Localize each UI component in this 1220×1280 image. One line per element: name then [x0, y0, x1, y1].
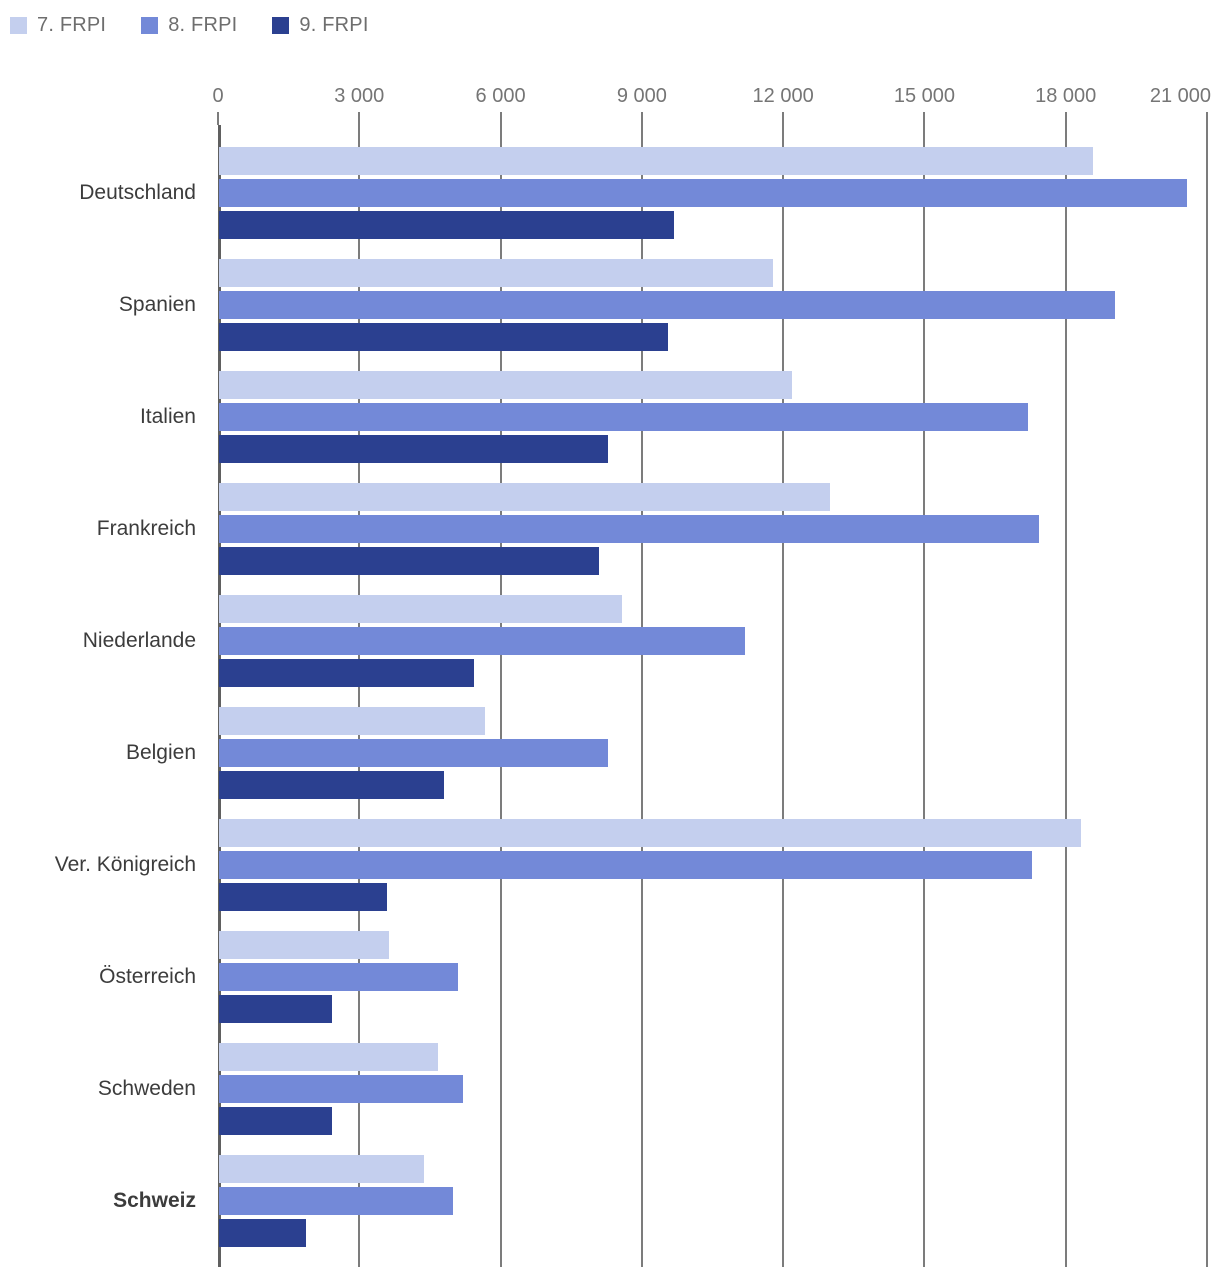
bar-osterreich-8-frpi[interactable] [219, 963, 458, 991]
bar-osterreich-9-frpi[interactable] [219, 995, 332, 1023]
x-tick-label-21000: 21 000 [1149, 85, 1211, 107]
legend-label-8-frpi: 8. FRPI [168, 14, 238, 36]
bar-italien-8-frpi[interactable] [219, 403, 1028, 431]
bar-ver-konigreich-9-frpi[interactable] [219, 883, 387, 911]
bar-niederlande-8-frpi[interactable] [219, 627, 745, 655]
category-label-ver-konigreich: Ver. Königreich [54, 853, 196, 876]
category-label-spanien: Spanien [118, 293, 196, 316]
bar-belgien-9-frpi[interactable] [219, 771, 444, 799]
tick-mark-21000 [1206, 112, 1208, 125]
x-tick-label-15000: 15 000 [893, 85, 956, 107]
category-label-schweden: Schweden [97, 1077, 196, 1100]
x-tick-label-6000: 6 000 [475, 85, 526, 107]
category-label-osterreich: Österreich [99, 965, 196, 988]
gridline-21000 [1206, 125, 1208, 1267]
bar-schweden-7-frpi[interactable] [219, 1043, 438, 1071]
category-label-deutschland: Deutschland [79, 181, 196, 204]
legend-swatch-7-frpi [10, 17, 27, 34]
bar-spanien-8-frpi[interactable] [219, 291, 1115, 319]
bar-niederlande-9-frpi[interactable] [219, 659, 474, 687]
tick-mark-9000 [641, 112, 643, 125]
bar-ver-konigreich-8-frpi[interactable] [219, 851, 1032, 879]
tick-mark-6000 [500, 112, 502, 125]
category-label-schweiz: Schweiz [113, 1189, 196, 1212]
bar-schweiz-9-frpi[interactable] [219, 1219, 306, 1247]
bar-frankreich-8-frpi[interactable] [219, 515, 1039, 543]
bar-ver-konigreich-7-frpi[interactable] [219, 819, 1081, 847]
bar-schweiz-8-frpi[interactable] [219, 1187, 453, 1215]
category-label-italien: Italien [139, 405, 196, 428]
bar-italien-7-frpi[interactable] [219, 371, 792, 399]
bar-frankreich-7-frpi[interactable] [219, 483, 830, 511]
x-tick-label-3000: 3 000 [334, 85, 385, 107]
tick-mark-15000 [923, 112, 925, 125]
x-tick-label-0: 0 [212, 85, 224, 107]
legend [10, 14, 404, 37]
bar-spanien-7-frpi[interactable] [219, 259, 773, 287]
x-tick-label-9000: 9 000 [616, 85, 667, 107]
legend-item-8-frpi [141, 14, 237, 37]
category-label-belgien: Belgien [125, 741, 196, 764]
bar-deutschland-8-frpi[interactable] [219, 179, 1187, 207]
legend-item-7-frpi [10, 14, 106, 37]
category-label-frankreich: Frankreich [96, 517, 196, 540]
tick-mark-12000 [782, 112, 784, 125]
bar-belgien-8-frpi[interactable] [219, 739, 608, 767]
tick-mark-18000 [1065, 112, 1067, 125]
bar-spanien-9-frpi[interactable] [219, 323, 668, 351]
bar-italien-9-frpi[interactable] [219, 435, 608, 463]
bar-belgien-7-frpi[interactable] [219, 707, 485, 735]
tick-mark-3000 [358, 112, 360, 125]
bar-schweiz-7-frpi[interactable] [219, 1155, 424, 1183]
legend-swatch-8-frpi [141, 17, 158, 34]
legend-swatch-9-frpi [272, 17, 289, 34]
bar-niederlande-7-frpi[interactable] [219, 595, 622, 623]
bar-deutschland-9-frpi[interactable] [219, 211, 674, 239]
bar-frankreich-9-frpi[interactable] [219, 547, 599, 575]
bar-schweden-8-frpi[interactable] [219, 1075, 463, 1103]
bar-osterreich-7-frpi[interactable] [219, 931, 389, 959]
x-tick-label-12000: 12 000 [752, 85, 814, 107]
bar-schweden-9-frpi[interactable] [219, 1107, 332, 1135]
tick-mark-0 [217, 112, 219, 125]
legend-label-9-frpi: 9. FRPI [299, 14, 369, 36]
x-tick-label-18000: 18 000 [1035, 85, 1097, 107]
category-label-niederlande: Niederlande [82, 629, 196, 652]
legend-item-9-frpi [272, 14, 368, 37]
bar-deutschland-7-frpi[interactable] [219, 147, 1093, 175]
legend-label-7-frpi: 7. FRPI [37, 14, 107, 36]
